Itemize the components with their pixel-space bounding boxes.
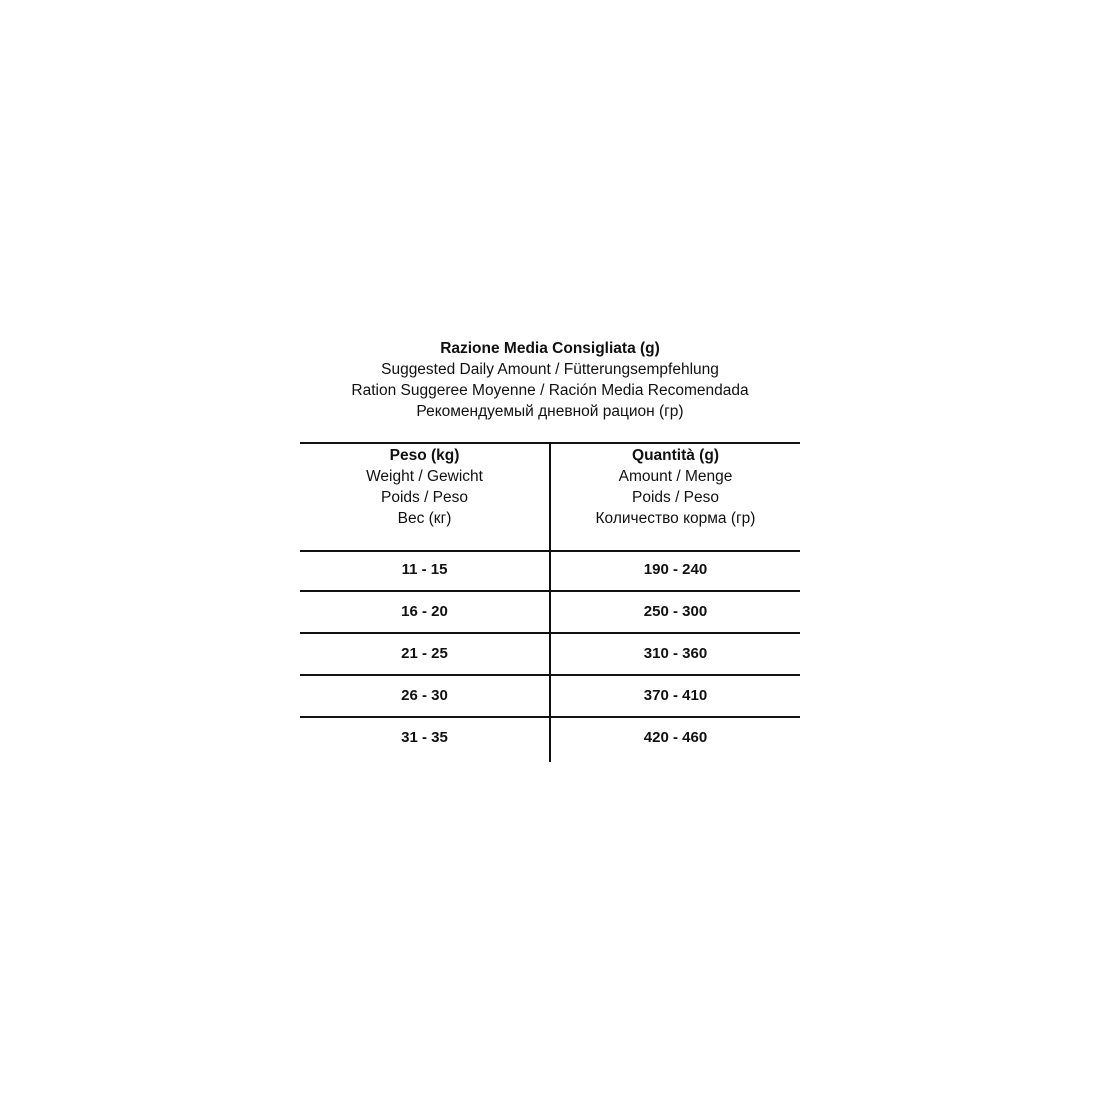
amount-cell: 420 - 460: [643, 729, 708, 746]
amount-header-russian: Количество корма (гр): [595, 510, 756, 527]
amount-header-french-spanish: Poids / Peso: [631, 489, 720, 506]
feeding-guide-title: [300, 338, 800, 422]
weight-header-russian: Вес (кг): [397, 510, 452, 527]
amount-header-italian: Quantità (g): [632, 447, 719, 464]
amount-cell: 310 - 360: [643, 645, 708, 662]
weight-header-french-spanish: Poids / Peso: [380, 489, 469, 506]
weight-header-english-german: Weight / Gewicht: [366, 468, 483, 485]
amount-header-english-german: Amount / Menge: [618, 468, 733, 485]
weight-header-italian: Peso (kg): [389, 447, 460, 464]
title-russian: Рекомендуемый дневной рацион (гр): [416, 403, 684, 420]
weight-cell: 26 - 30: [300, 676, 551, 716]
table-row: [300, 592, 800, 634]
weight-cell: 11 - 15: [300, 550, 551, 590]
table-header-row: [300, 444, 800, 552]
table-row: [300, 718, 800, 762]
weight-cell: 16 - 20: [300, 592, 551, 632]
weight-header-cell: [300, 444, 551, 550]
title-french-spanish: Ration Suggeree Moyenne / Ración Media Recomendada: [351, 382, 749, 399]
amount-cell: 250 - 300: [643, 603, 708, 620]
title-english-german: Suggested Daily Amount / Fütterungsempfehlung: [381, 361, 719, 378]
weight-cell: 21 - 25: [300, 634, 551, 674]
table-row: [300, 550, 800, 592]
table-row: [300, 676, 800, 718]
weight-cell: 31 - 35: [300, 718, 551, 762]
title-italian: Razione Media Consigliata (g): [440, 340, 660, 357]
amount-header-cell: [551, 444, 800, 550]
amount-cell: 370 - 410: [643, 687, 708, 704]
table-row: [300, 634, 800, 676]
amount-cell: 190 - 240: [643, 561, 708, 578]
